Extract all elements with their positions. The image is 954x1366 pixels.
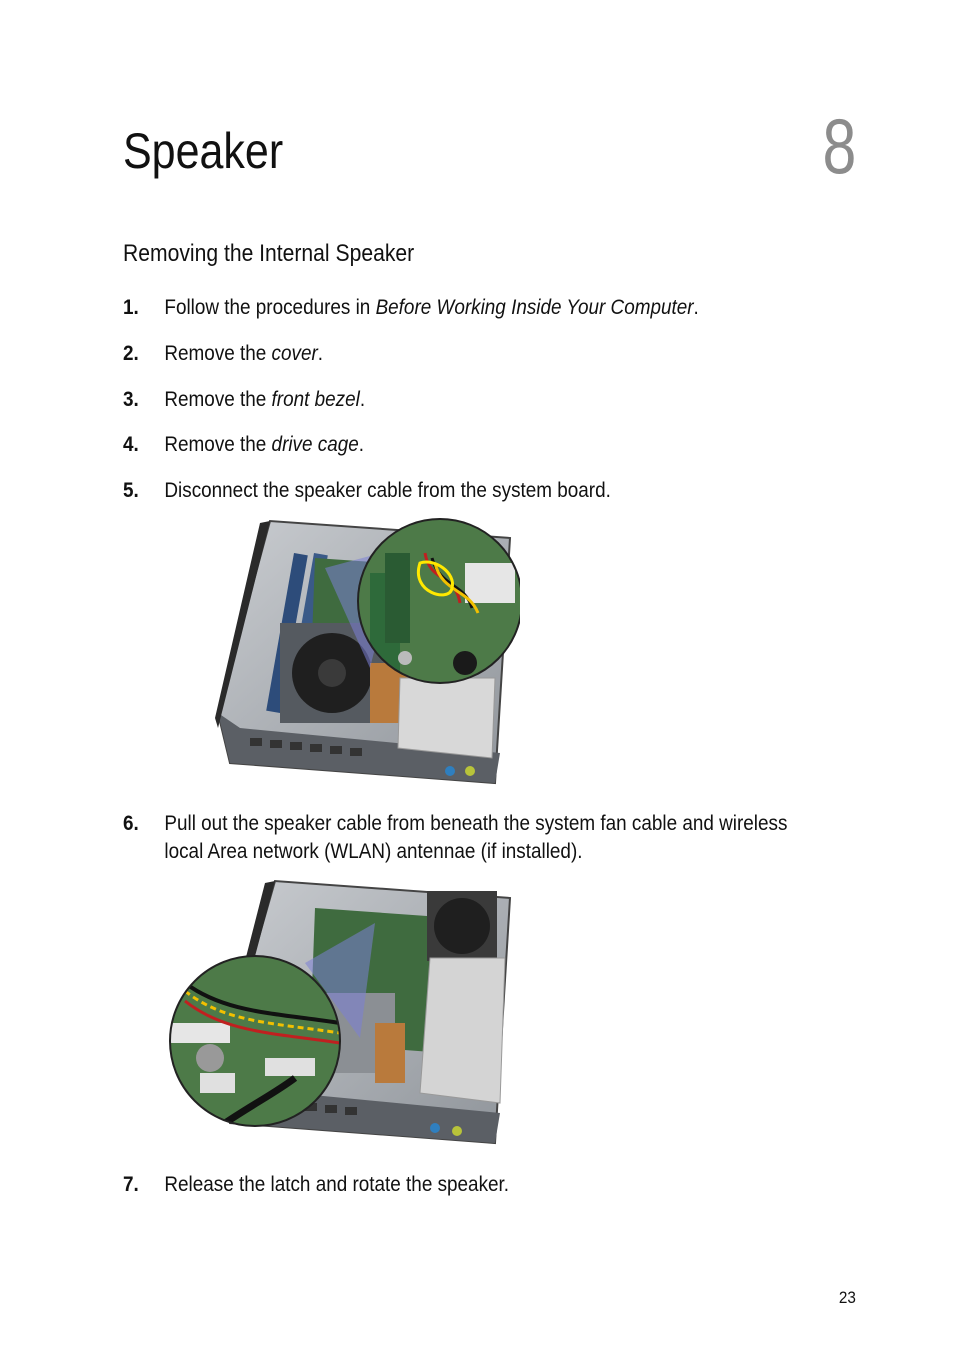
step-number: 6. — [123, 812, 139, 835]
step-number: 2. — [123, 342, 139, 365]
step-number: 3. — [123, 388, 139, 411]
cross-reference-link[interactable]: drive cage — [271, 433, 359, 456]
step-number: 5. — [123, 479, 139, 502]
cross-reference-link[interactable]: Before Working Inside Your Computer — [375, 296, 694, 319]
step-number: 4. — [123, 433, 139, 456]
step-text: Pull out the speaker cable from beneath the system fan cable and wireless local Area network (WLAN) antennae (if installed). — [164, 812, 788, 863]
step-text: Remove the front bezel. — [164, 388, 366, 411]
step-text: Remove the cover. — [164, 342, 324, 365]
step-text: Release the latch and rotate the speaker. — [164, 1173, 510, 1196]
step-number: 1. — [123, 296, 139, 319]
step-text: Follow the procedures in Before Working Inside Your Computer. — [164, 296, 699, 319]
chapter-number: 8 — [822, 102, 856, 190]
figure-speaker-cable-disconnect — [210, 513, 520, 788]
step-number: 7. — [123, 1173, 139, 1196]
cross-reference-link[interactable]: front bezel — [271, 388, 360, 411]
figure-speaker-cable-routing — [165, 873, 520, 1148]
page-number: 23 — [838, 1288, 856, 1307]
step-text: Remove the drive cage. — [164, 433, 365, 456]
chapter-title: Speaker — [123, 123, 284, 179]
step-text: Disconnect the speaker cable from the system board. — [164, 479, 611, 502]
section-title: Removing the Internal Speaker — [123, 240, 415, 267]
cross-reference-link[interactable]: cover — [271, 342, 318, 365]
step-6 — [123, 810, 788, 870]
